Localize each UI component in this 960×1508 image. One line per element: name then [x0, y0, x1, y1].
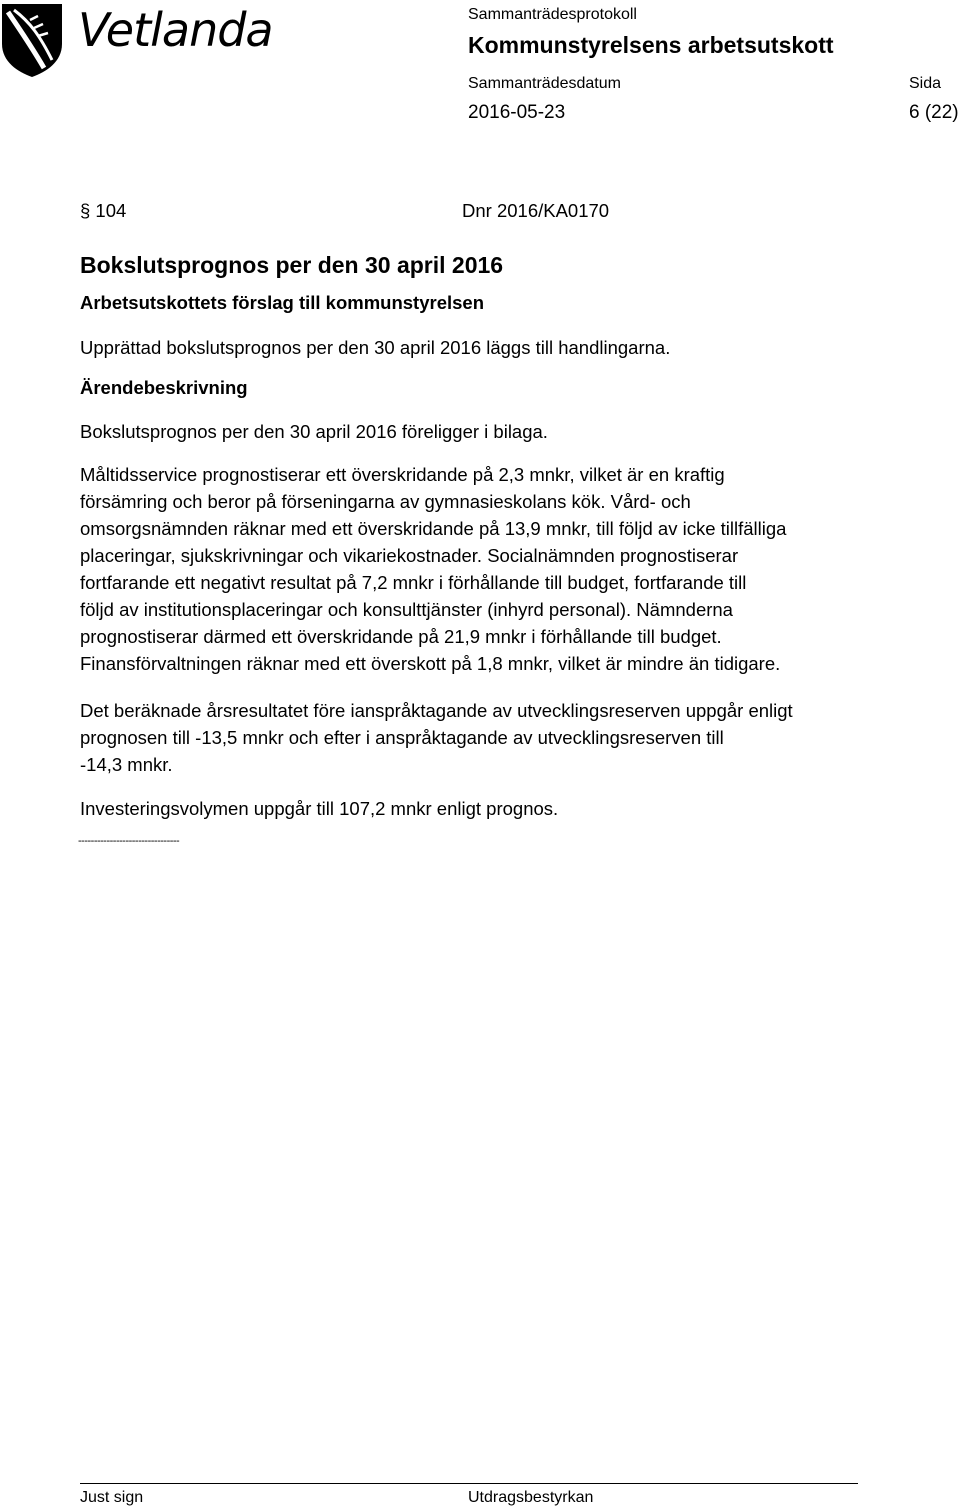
end-separator: -------------------------------- [78, 835, 180, 847]
text-line: prognostiserar därmed ett överskridande på 21,9 mnkr i förhållande till budget. [80, 626, 722, 647]
text-line: placeringar, sjukskrivningar och vikariekostnader. Socialnämnden prognostiserar [80, 545, 739, 566]
text-line: fortfarande ett negativt resultat på 7,2 mnkr i förhållande till budget, fortfarande till [80, 572, 747, 593]
text-line: omsorgsnämnden räknar med ett överskridande på 13,9 mnkr, till följd av icke tillfälliga [80, 518, 787, 539]
municipal-shield-logo [0, 2, 64, 78]
case-title: Bokslutsprognos per den 30 april 2016 [80, 252, 504, 278]
description-paragraph-3 [80, 697, 880, 778]
description-paragraph-1: Bokslutsprognos per den 30 april 2016 föreligger i bilaga. [80, 421, 548, 442]
page-label: Sida [909, 75, 942, 92]
section-number: § 104 [80, 200, 127, 221]
text-line: Måltidsservice prognostiserar ett överskridande på 2,3 mnkr, vilket är en kraftig [80, 464, 725, 485]
text-line: försämring och beror på förseningarna av gymnasieskolans kök. Vård- och [80, 491, 691, 512]
brand-wordmark: Vetlanda [78, 3, 273, 57]
text-line: följd av institutionsplaceringar och konsulttjänster (inhyrd personal). Nämnderna [80, 599, 733, 620]
dnr-number: Dnr 2016/KA0170 [462, 200, 610, 221]
text-line: -14,3 mnkr. [80, 754, 173, 775]
meeting-date: 2016-05-23 [468, 102, 566, 123]
text-line: Finansförvaltningen räknar med ett överskott på 1,8 mnkr, vilket är mindre än tidigare. [80, 653, 781, 674]
description-paragraph-2 [80, 461, 880, 677]
footer-divider [80, 1483, 858, 1484]
footer-just-sign: Just sign [80, 1489, 144, 1506]
committee-name: Kommunstyrelsens arbetsutskott [468, 32, 834, 58]
page-number: 6 (22) [909, 102, 959, 123]
description-paragraph-4: Investeringsvolymen uppgår till 107,2 mnkr enligt prognos. [80, 798, 559, 819]
text-line: Det beräknade årsresultatet före ianspråktagande av utvecklingsreserven uppgår enligt [80, 700, 793, 721]
footer-extract-certification: Utdragsbestyrkan [468, 1489, 594, 1506]
date-label: Sammanträdesdatum [468, 75, 621, 92]
description-heading: Ärendebeskrivning [80, 377, 248, 398]
protocol-label: Sammanträdesprotokoll [468, 6, 637, 23]
proposal-text: Upprättad bokslutsprognos per den 30 april 2016 läggs till handlingarna. [80, 337, 671, 358]
text-line: prognosen till -13,5 mnkr och efter i anspråktagande av utvecklingsreserven till [80, 727, 724, 748]
proposal-heading: Arbetsutskottets förslag till kommunstyrelsen [80, 292, 485, 313]
